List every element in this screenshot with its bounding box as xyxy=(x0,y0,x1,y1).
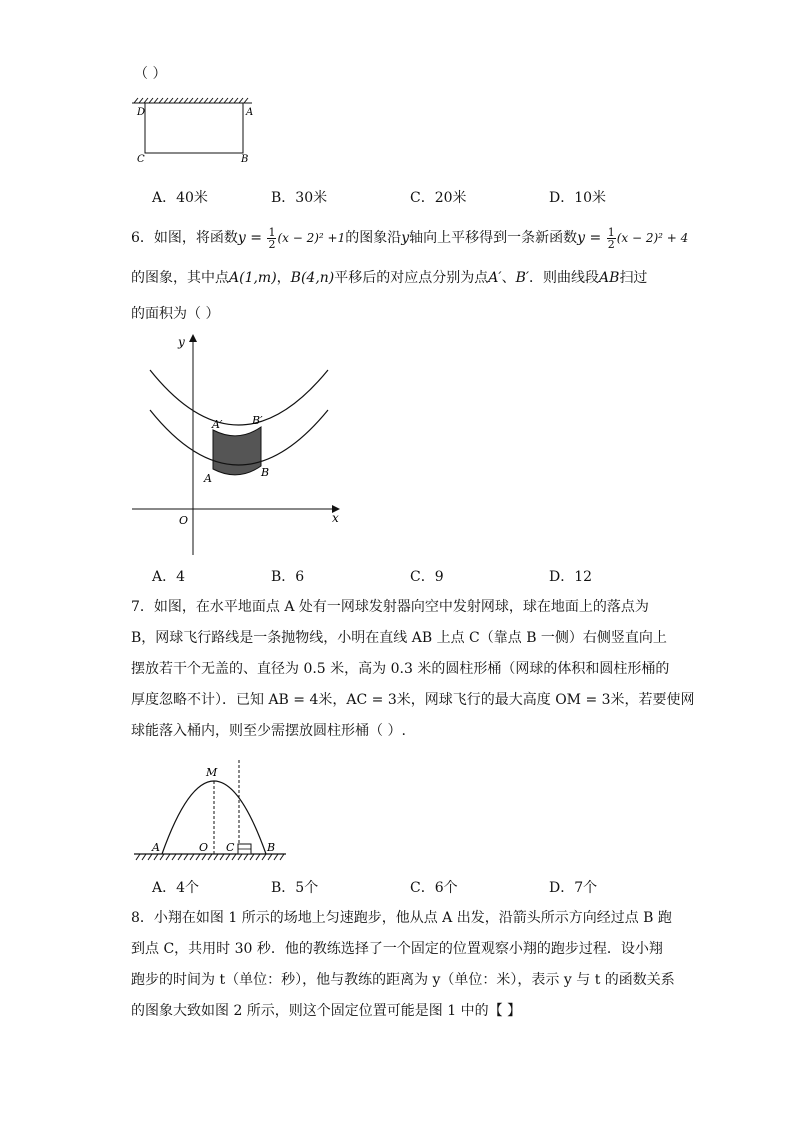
q6-label-o: O xyxy=(179,514,189,527)
q6-stem-line3: 的面积为（ ） xyxy=(131,306,220,322)
q7-option-c[interactable]: C．6个 xyxy=(410,880,458,896)
q5-figure-rectangle xyxy=(128,96,268,166)
q6-point-a-prime: A′ xyxy=(488,270,502,286)
q5-rectangle xyxy=(145,103,243,153)
q7-figure-trajectory xyxy=(128,758,293,866)
q7-ground-hatch xyxy=(136,854,284,860)
q5-label-c: C xyxy=(137,154,145,165)
q5-wall-hatch xyxy=(132,98,252,103)
q6-func2-eq: = xyxy=(585,230,606,246)
q6-func2-y: y xyxy=(577,230,586,246)
q8-stem-line3: 跑步的时间为 t（单位：秒），他与教练的距离为 y（单位：米），表示 y 与 t 的函数关系 xyxy=(131,972,675,988)
q6-func2-den: 2 xyxy=(607,237,615,251)
q6-stem-line1 xyxy=(131,226,688,250)
q6-func1-y: y xyxy=(237,230,246,246)
q6-option-d[interactable]: D．12 xyxy=(549,569,593,585)
q6-figure-parabolas xyxy=(128,330,348,558)
q6-text-6: 平移后的对应点分别为点 xyxy=(334,270,489,286)
q7-stem-line3: 摆放若干个无盖的、直径为 0.5 米，高为 0.3 米的圆柱形桶（网球的体积和圆柱形桶的 xyxy=(131,661,670,677)
q7-stem-line4: 厚度忽略不计）．已知 AB = 4米，AC = 3米，网球飞行的最大高度 OM = 3米，若要使网 xyxy=(131,692,695,708)
q5-label-a: A xyxy=(246,107,254,118)
q8-stem-line1: 8．小翔在如图 1 所示的场地上匀速跑步，他从点 A 出发，沿箭头所示方向经过点 B 跑 xyxy=(131,910,672,926)
q6-text-7: 、 xyxy=(501,270,516,286)
q6-text-4: 的图象，其中点 xyxy=(131,270,229,286)
q6-text-2: 的图象沿 xyxy=(345,230,402,246)
q6-func1-den: 2 xyxy=(268,237,276,251)
q6-text-9: 扫过 xyxy=(619,270,648,286)
q6-stem-line2 xyxy=(131,268,647,288)
q5-option-d[interactable]: D．10米 xyxy=(549,190,607,206)
q5-option-b[interactable]: B．30米 xyxy=(271,190,328,206)
q7-option-d[interactable]: D．7个 xyxy=(549,880,598,896)
q8-stem-line4: 的图象大致如图 2 所示，则这个固定位置可能是图 1 中的【 】 xyxy=(131,1003,522,1019)
q6-option-c[interactable]: C．9 xyxy=(410,569,444,585)
q6-func2-fraction xyxy=(607,227,616,250)
q7-label-b: B xyxy=(267,841,276,854)
q6-label-y: y xyxy=(178,335,185,349)
q6-label-a-prime: A′ xyxy=(212,418,223,431)
q7-stem-line2: B，网球飞行路线是一条抛物线，小明在直线 AB 上点 C（靠点 B 一侧）右侧竖直向上 xyxy=(131,630,667,646)
q6-text-5: ， xyxy=(276,270,291,286)
q5-stem-tail: （ ） xyxy=(134,66,167,82)
q6-option-a[interactable]: A．4 xyxy=(152,569,186,585)
q6-text-8: ．则曲线段 xyxy=(529,270,600,286)
q6-point-b-prime: B′ xyxy=(515,270,530,286)
q6-shaded-region xyxy=(213,427,261,475)
q6-upper-parabola xyxy=(150,370,328,425)
q5-label-b: B xyxy=(241,154,249,165)
q6-func1-num: 1 xyxy=(268,225,276,239)
q6-label-b-prime: B′ xyxy=(252,414,263,427)
q6-text-3: 轴向上平移得到一条新函数 xyxy=(409,230,578,246)
q7-label-a: A xyxy=(152,841,160,854)
q7-label-m: M xyxy=(206,766,218,779)
q6-option-b[interactable]: B．6 xyxy=(271,569,305,585)
q7-stem-line5: 球能落入桶内，则至少需摆放圆柱形桶（ ）. xyxy=(131,723,406,739)
q6-segment-ab: AB xyxy=(599,270,620,286)
q7-option-a[interactable]: A．4个 xyxy=(152,880,200,896)
q6-func1-rest: (x − 2)² +1 xyxy=(277,231,346,245)
q5-label-d: D xyxy=(137,107,146,118)
q7-label-o: O xyxy=(199,841,209,854)
q6-func1-eq: = xyxy=(245,230,267,246)
q8-stem-line2: 到点 C，共用时 30 秒．他的教练选择了一个固定的位置观察小翔的跑步过程．设小翔 xyxy=(131,941,663,957)
q6-point-b: B(4,n) xyxy=(290,270,335,286)
q6-label-a: A xyxy=(204,472,212,485)
q7-stem-line1: 7．如图，在水平地面点 A 处有一网球发射器向空中发射网球，球在地面上的落点为 xyxy=(131,599,649,615)
q6-axis-y: y xyxy=(401,230,410,246)
q7-option-b[interactable]: B．5个 xyxy=(271,880,319,896)
q6-func2-num: 1 xyxy=(607,225,615,239)
q6-func2-rest: (x − 2)² + 4 xyxy=(616,231,689,245)
q6-point-a: A(1,m) xyxy=(229,270,277,286)
q6-func1-fraction xyxy=(267,227,276,250)
q5-option-c[interactable]: C．20米 xyxy=(410,190,467,206)
q6-label-b: B xyxy=(261,466,270,479)
q6-label-x: x xyxy=(332,511,339,525)
q6-text-1: 6．如图，将函数 xyxy=(131,230,238,246)
q5-option-a[interactable]: A．40米 xyxy=(152,190,208,206)
q7-label-c: C xyxy=(226,841,235,854)
